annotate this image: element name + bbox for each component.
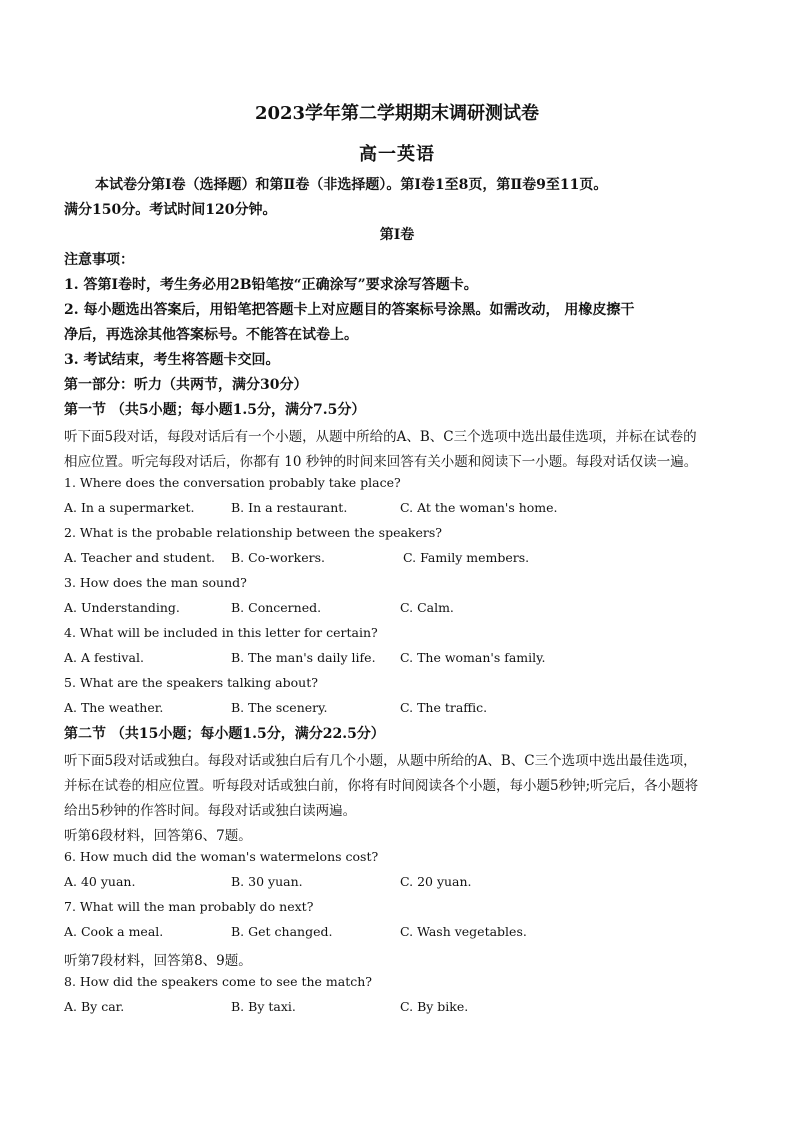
note-1: 1. 答第Ⅰ卷时，考生务必用2B铅笔按“正确涂写”要求涂写答题卡。 bbox=[64, 277, 478, 293]
q5-option-a: A. The weather. bbox=[64, 700, 164, 715]
material-7-note: 听第7段材料，回答第8、9题。 bbox=[64, 953, 252, 969]
q1-option-b: B. In a restaurant. bbox=[231, 500, 348, 515]
note-3: 3. 考试结束，考生将答题卡交回。 bbox=[64, 352, 280, 368]
note-2a: 2. 每小题选出答案后，用铅笔把答题卡上对应题目的答案标号涂黑。如需改动， 用橡皮擦干 bbox=[64, 302, 635, 318]
volume-heading: 第Ⅰ卷 bbox=[379, 227, 415, 243]
q4-option-c: C. The woman's family. bbox=[400, 650, 546, 665]
q6-option-c: C. 20 yuan. bbox=[400, 874, 472, 889]
q7-option-c: C. Wash vegetables. bbox=[400, 924, 527, 939]
question-6: 6. How much did the woman's watermelons cost? bbox=[64, 849, 379, 864]
question-5: 5. What are the speakers talking about? bbox=[64, 675, 318, 690]
q4-option-b: B. The man's daily life. bbox=[231, 650, 376, 665]
section1-instruction-1: 听下面5段对话，每段对话后有一个小题，从题中所给的A、B、C三个选项中选出最佳选项，并标在试卷的 bbox=[64, 429, 697, 445]
q6-option-b: B. 30 yuan. bbox=[231, 874, 303, 889]
q3-option-b: B. Concerned. bbox=[231, 600, 322, 615]
question-8: 8. How did the speakers come to see the match? bbox=[64, 974, 373, 989]
q2-option-a: A. Teacher and student. bbox=[64, 550, 216, 565]
question-7: 7. What will the man probably do next? bbox=[64, 899, 314, 914]
notes-heading: 注意事项： bbox=[64, 252, 134, 268]
q2-option-b: B. Co-workers. bbox=[231, 550, 325, 565]
q1-option-c: C. At the woman's home. bbox=[400, 500, 558, 515]
section1-instruction-2: 相应位置。听完每段对话后，你都有 10 秒钟的时间来回答有关小题和阅读下一小题。每段对话仅读一遍。 bbox=[64, 454, 698, 470]
question-1: 1. Where does the conversation probably take place? bbox=[64, 475, 401, 490]
section1-heading: 第一节 （共5小题；每小题1.5分，满分7.5分） bbox=[64, 402, 366, 418]
intro-line-1: 本试卷分第Ⅰ卷（选择题）和第Ⅱ卷（非选择题）。第Ⅰ卷1至8页，第Ⅱ卷9至11页。 bbox=[95, 177, 608, 193]
question-4: 4. What will be included in this letter for certain? bbox=[64, 625, 378, 640]
section2-instruction-2: 并标在试卷的相应位置。听每段对话或独白前，你将有时间阅读各个小题，每小题5秒钟;听完后，各小题将 bbox=[64, 778, 699, 794]
part1-heading: 第一部分：听力（共两节，满分30分） bbox=[64, 377, 308, 393]
exam-title: 2023学年第二学期期末调研测试卷 bbox=[254, 103, 540, 124]
q8-option-c: C. By bike. bbox=[400, 999, 469, 1014]
intro-line-2: 满分150分。考试时间120分钟。 bbox=[64, 202, 277, 218]
material-6-note: 听第6段材料，回答第6、7题。 bbox=[64, 828, 252, 844]
q5-option-c: C. The traffic. bbox=[400, 700, 488, 715]
note-2b: 净后，再选涂其他答案标号。不能答在试卷上。 bbox=[64, 327, 358, 343]
q3-option-c: C. Calm. bbox=[400, 600, 454, 615]
q4-option-a: A. A festival. bbox=[64, 650, 144, 665]
q1-option-a: A. In a supermarket. bbox=[64, 500, 195, 515]
q8-option-b: B. By taxi. bbox=[231, 999, 296, 1014]
section2-instruction-3: 给出5秒钟的作答时间。每段对话或独白读两遍。 bbox=[64, 803, 357, 819]
q8-option-a: A. By car. bbox=[64, 999, 125, 1014]
exam-subtitle: 高一英语 bbox=[359, 144, 435, 165]
q3-option-a: A. Understanding. bbox=[64, 600, 180, 615]
q5-option-b: B. The scenery. bbox=[231, 700, 328, 715]
q6-option-a: A. 40 yuan. bbox=[64, 874, 136, 889]
section2-heading: 第二节 （共15小题；每小题1.5分，满分22.5分） bbox=[64, 726, 385, 742]
q7-option-b: B. Get changed. bbox=[231, 924, 333, 939]
q2-option-c: C. Family members. bbox=[403, 550, 530, 565]
question-2: 2. What is the probable relationship between the speakers? bbox=[64, 525, 442, 540]
q7-option-a: A. Cook a meal. bbox=[64, 924, 164, 939]
question-3: 3. How does the man sound? bbox=[64, 575, 247, 590]
section2-instruction-1: 听下面5段对话或独白。每段对话或独白后有几个小题，从题中所给的A、B、C三个选项中选出最佳选项， bbox=[64, 753, 697, 769]
